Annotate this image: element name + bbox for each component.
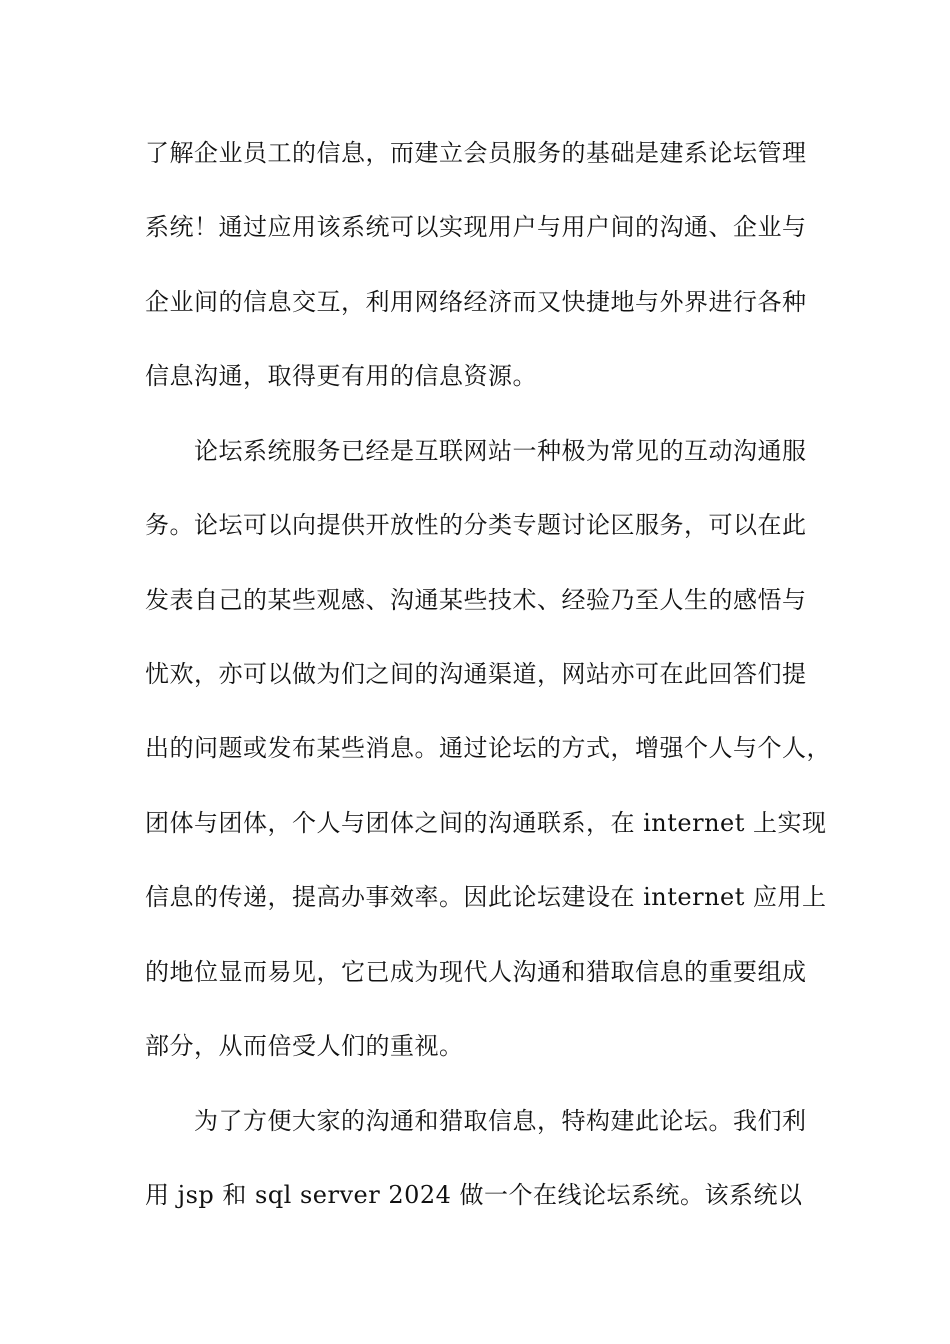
- paragraph-2-line-8: 的地位显而易见，它已成为现代人沟通和猎取信息的重要组成: [145, 958, 807, 986]
- paragraph-2-line-1: 论坛系统服务已经是互联网站一种极为常见的互动沟通服: [194, 437, 807, 465]
- paragraph-2-line-5: 出的问题或发布某些消息。通过论坛的方式，增强个人与个人，: [145, 734, 831, 762]
- paragraph-3-line-1: 为了方便大家的沟通和猎取信息，特构建此论坛。我们利: [194, 1107, 807, 1135]
- paragraph-2-line-9: 部分，从而倍受人们的重视。: [145, 1032, 464, 1060]
- paragraph-2-line-4: 忧欢，亦可以做为们之间的沟通渠道，网站亦可在此回答们提: [145, 660, 807, 688]
- paragraph-1-line-3: 企业间的信息交互，利用网络经济而又快捷地与外界进行各种: [145, 288, 807, 316]
- paragraph-1-line-1: 了解企业员工的信息，而建立会员服务的基础是建系论坛管理: [145, 139, 807, 167]
- paragraph-2-line-7: 信息的传递，提高办事效率。因此论坛建设在 internet 应用上: [145, 883, 827, 911]
- paragraph-1-line-4: 信息沟通，取得更有用的信息资源。: [145, 362, 537, 390]
- paragraph-3-line-2: 用 jsp 和 sql server 2024 做一个在线论坛系统。该系统以: [145, 1181, 803, 1209]
- paragraph-2-line-3: 发表自己的某些观感、沟通某些技术、经验乃至人生的感悟与: [145, 586, 807, 614]
- paragraph-1-line-2: 系统！通过应用该系统可以实现用户与用户间的沟通、企业与: [145, 213, 807, 241]
- paragraph-2-line-6: 团体与团体，个人与团体之间的沟通联系，在 internet 上实现: [145, 809, 827, 837]
- paragraph-2-line-2: 务。论坛可以向提供开放性的分类专题讨论区服务，可以在此: [145, 511, 807, 539]
